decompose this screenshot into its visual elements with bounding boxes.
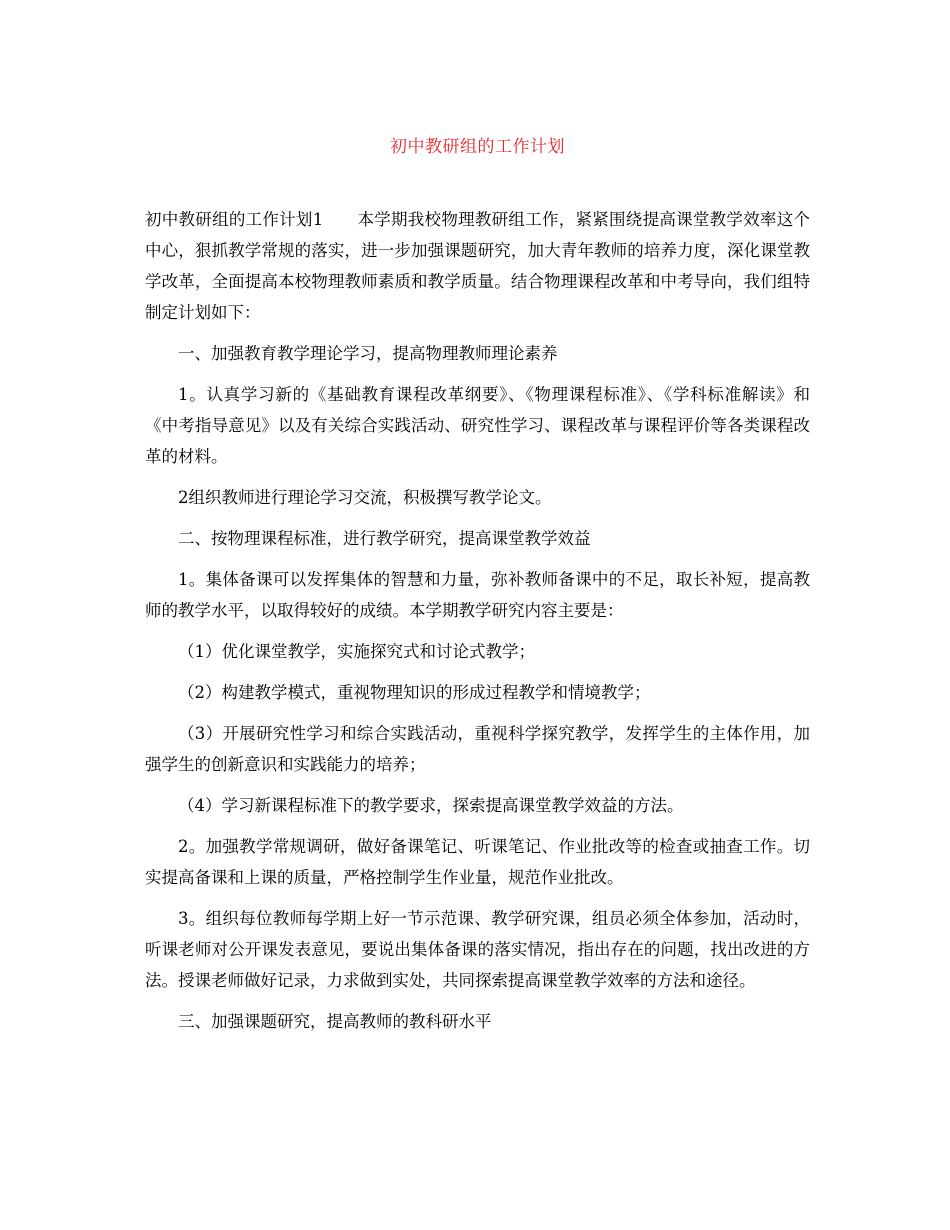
section-heading-3: 三、加强课题研究，提高教师的教科研水平 bbox=[178, 1012, 492, 1031]
list-item-2: （2）构建教学模式，重视物理知识的形成过程教学和情境教学； bbox=[178, 683, 651, 702]
intro-paragraph bbox=[145, 204, 810, 328]
document-body bbox=[145, 204, 810, 1047]
intro-lead: 初中教研组的工作计划1 bbox=[145, 210, 324, 229]
intro-text: 本学期我校物理教研组工作，紧紧围绕提高课堂教学效率这个中心，狠抓教学常规的落实，进一步加强课题研究，加大青年教师的培养力度，深化课堂教学改革，全面提高本校物理教师素质和教学质量。结合物理课程改革和中考导向，我们组特制定计划如下： bbox=[145, 210, 811, 322]
paragraph-2-2: 2。加强教学常规调研，做好备课笔记、听课笔记、作业批改等的检查或抽查工作。切实提高备课和上课的质量，严格控制学生作业量，规范作业批改。 bbox=[145, 837, 810, 887]
paragraph-2-3: 3。组织每位教师每学期上好一节示范课、教学研究课，组员必须全体参加，活动时，听课老师对公开课发表意见，要说出集体备课的落实情况，指出存在的问题，找出改进的方法。授课老师做好记录，力求做到实处，共同探索提高课堂教学效率的方法和途径。 bbox=[145, 909, 810, 990]
paragraph-2-1: 1。集体备课可以发挥集体的智慧和力量，弥补教师备课中的不足，取长补短，提高教师的教学水平，以取得较好的成绩。本学期教学研究内容主要是： bbox=[145, 570, 810, 620]
list-item-3: （3）开展研究性学习和综合实践活动，重视科学探究教学，发挥学生的主体作用，加强学生的创新意识和实践能力的培养； bbox=[145, 724, 810, 774]
document-title: 初中教研组的工作计划 bbox=[390, 137, 565, 157]
list-item-1: （1）优化课堂教学，实施探究式和讨论式教学； bbox=[178, 642, 535, 661]
section-heading-1: 一、加强教育教学理论学习，提高物理教师理论素养 bbox=[178, 344, 558, 363]
section-heading-2: 二、按物理课程标准，进行教学研究，提高课堂教学效益 bbox=[178, 529, 591, 548]
paragraph-1-1: 1。认真学习新的《基础教育课程改革纲要》、《物理课程标准》、《学科标准解读》和《中考指导意见》以及有关综合实践活动、研究性学习、课程改革与课程评价等各类课程改革的材料。 bbox=[145, 385, 810, 466]
paragraph-1-2: 2组织教师进行理论学习交流，积极撰写教学论文。 bbox=[178, 488, 552, 507]
list-item-4: （4）学习新课程标准下的教学要求，探索提高课堂教学效益的方法。 bbox=[178, 796, 684, 815]
